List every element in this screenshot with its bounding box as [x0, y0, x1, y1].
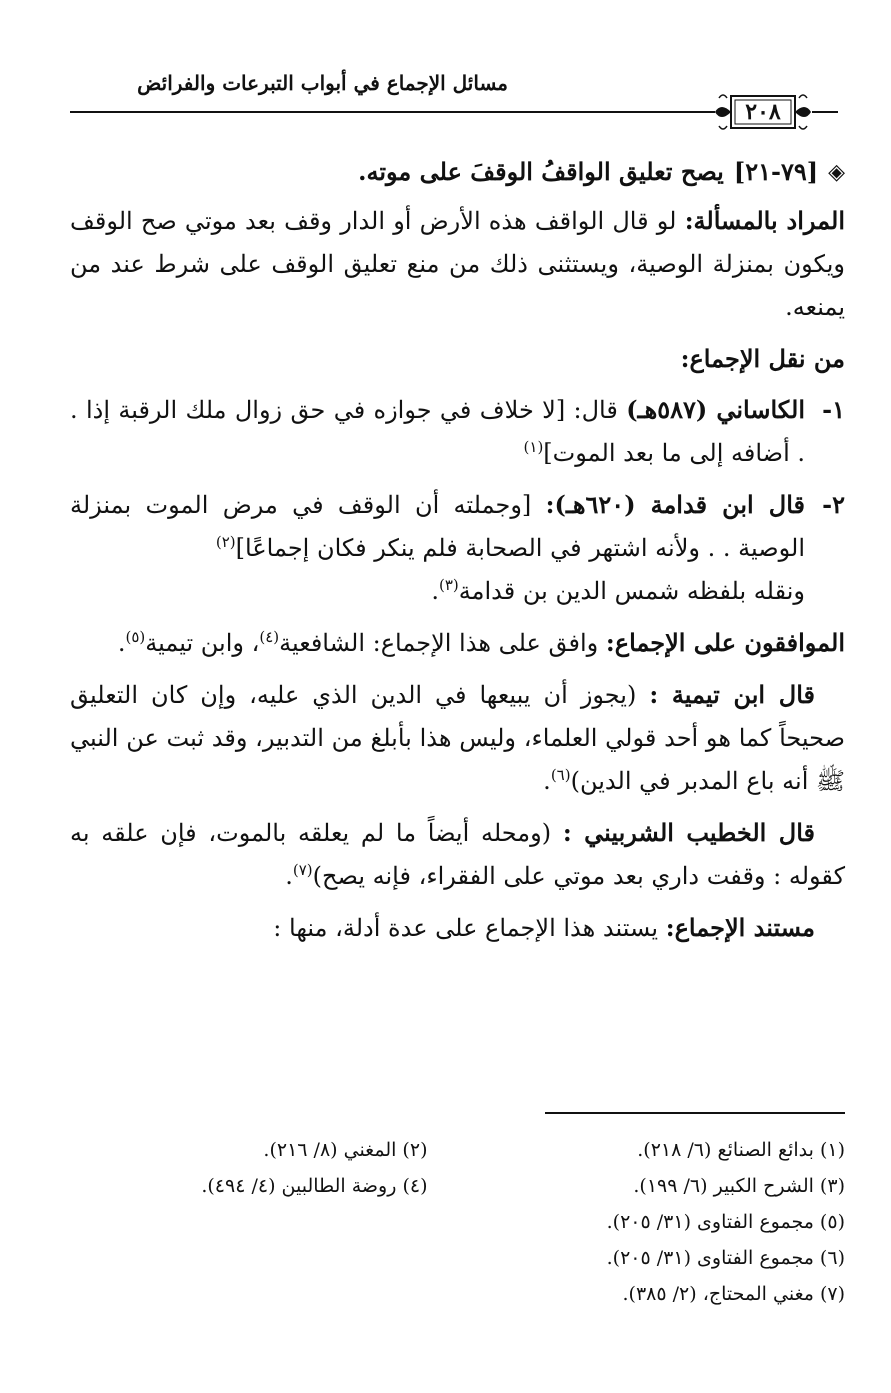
meaning-paragraph	[70, 199, 845, 329]
transmitters-heading: من نقل الإجماع:	[680, 344, 845, 373]
quote-label: قال ابن تيمية :	[649, 680, 815, 709]
quote-text: [وجملته أن الوقف في مرض الموت بمنزلة الوصية . . ولأنه اشتهر في الصحابة فلم ينكر فكان إجماعًا]	[70, 491, 805, 562]
transmitter-item	[70, 483, 845, 621]
ibn-taymiyya-paragraph: قال ابن تيمية : (يجوز أن يبيعها في الدين الذي عليه، وإن كان التعليق صحيحاً كما هو أحد قولي العلماء، وليس هذا بأبلغ من التدبير، وقد ثبت عن النبي ﷺ أنه باع المدبر في الدين)$^{(٦)}$.	[70, 680, 845, 795]
footnote: (٥) مجموع الفتاوى (٣١/ ٢٠٥).	[606, 1211, 845, 1233]
item-number: ١-	[822, 395, 845, 424]
issue-code: [٧٩-٢١]	[733, 157, 819, 186]
footnote: (٣) الشرح الكبير (٦/ ١٩٩).	[633, 1175, 845, 1197]
footnote-ref: (١)	[523, 438, 544, 456]
footnote: (٧) مغني المحتاج، (٢/ ٣٨٥).	[622, 1283, 845, 1305]
basis-paragraph: مستند الإجماع: يستند هذا الإجماع على عدة أدلة، منها :	[273, 913, 815, 942]
footnote: (٤) روضة الطالبين (٤/ ٤٩٤).	[201, 1175, 428, 1197]
issue-heading	[70, 150, 845, 193]
main-text	[70, 150, 845, 958]
meaning-text: لو قال الواقف هذه الأرض أو الدار وقف بعد موتي صح الوقف ويكون بمنزلة الوصية، ويستثنى ذلك من منع تعليق الوقف على شرط عند من يمنعه.	[70, 207, 845, 321]
footnote-ref: (٦)	[550, 766, 571, 784]
running-title: مسائل الإجماع في أبواب التبرعات والفرائض	[137, 71, 508, 95]
footnote-ref: (٣)	[439, 576, 459, 594]
scholar-name: قال ابن قدامة (٦٢٠هـ):	[545, 490, 805, 519]
issue-title: يصح تعليق الواقفُ الوقفَ على موته.	[358, 157, 724, 186]
header-rule	[70, 111, 715, 113]
footnote: (٦) مجموع الفتاوى (٣١/ ٢٠٥).	[606, 1247, 845, 1269]
diamond-bullet-icon: ◈	[828, 158, 845, 185]
meaning-label: المراد بالمسألة:	[684, 206, 845, 235]
footnote-ref: (٢)	[215, 533, 236, 551]
quote-label: قال الخطيب الشربيني :	[562, 818, 815, 847]
footnote-rule	[545, 1112, 845, 1114]
footnote-ref: (٧)	[292, 861, 313, 879]
footnote-ref: (٤)	[259, 628, 280, 646]
footnote: (١) بدائع الصنائع (٦/ ٢١٨).	[637, 1139, 845, 1161]
page-number-ornament	[713, 90, 813, 134]
shirbini-paragraph: قال الخطيب الشربيني : (ومحله أيضاً ما لم يعلقه بالموت، فإن علقه به كقوله : وقفت داري بعد موتي على الفقراء، فإنه يصح)$^{(٧)}$.	[70, 818, 845, 890]
basis-label: مستند الإجماع:	[665, 913, 815, 942]
footnotes	[70, 1132, 845, 1312]
agreeing-label: الموافقون على الإجماع:	[605, 628, 845, 657]
transmitted-note: ونقله بلفظه شمس الدين بن قدامة$^{(٣)}$.	[431, 576, 805, 605]
footnote: (٢) المغني (٨/ ٢١٦).	[263, 1139, 428, 1161]
agreeing-paragraph: الموافقون على الإجماع: وافق على هذا الإجماع: الشافعية$^{(٤)}$، وابن تيمية$^{(٥)}$.	[117, 628, 845, 657]
item-number: ٢-	[822, 490, 845, 519]
quote-text: قال: [لا خلاف في جوازه في حق زوال ملك الرقبة إذا . . أضافه إلى ما بعد الموت]	[70, 396, 805, 467]
transmitter-item	[70, 388, 845, 483]
header-rule-right	[812, 111, 838, 113]
scholar-name: الكاساني (٥٨٧هـ)	[626, 395, 806, 424]
page-number: ٢٠٨	[745, 99, 781, 125]
footnote-ref: (٥)	[125, 628, 146, 646]
